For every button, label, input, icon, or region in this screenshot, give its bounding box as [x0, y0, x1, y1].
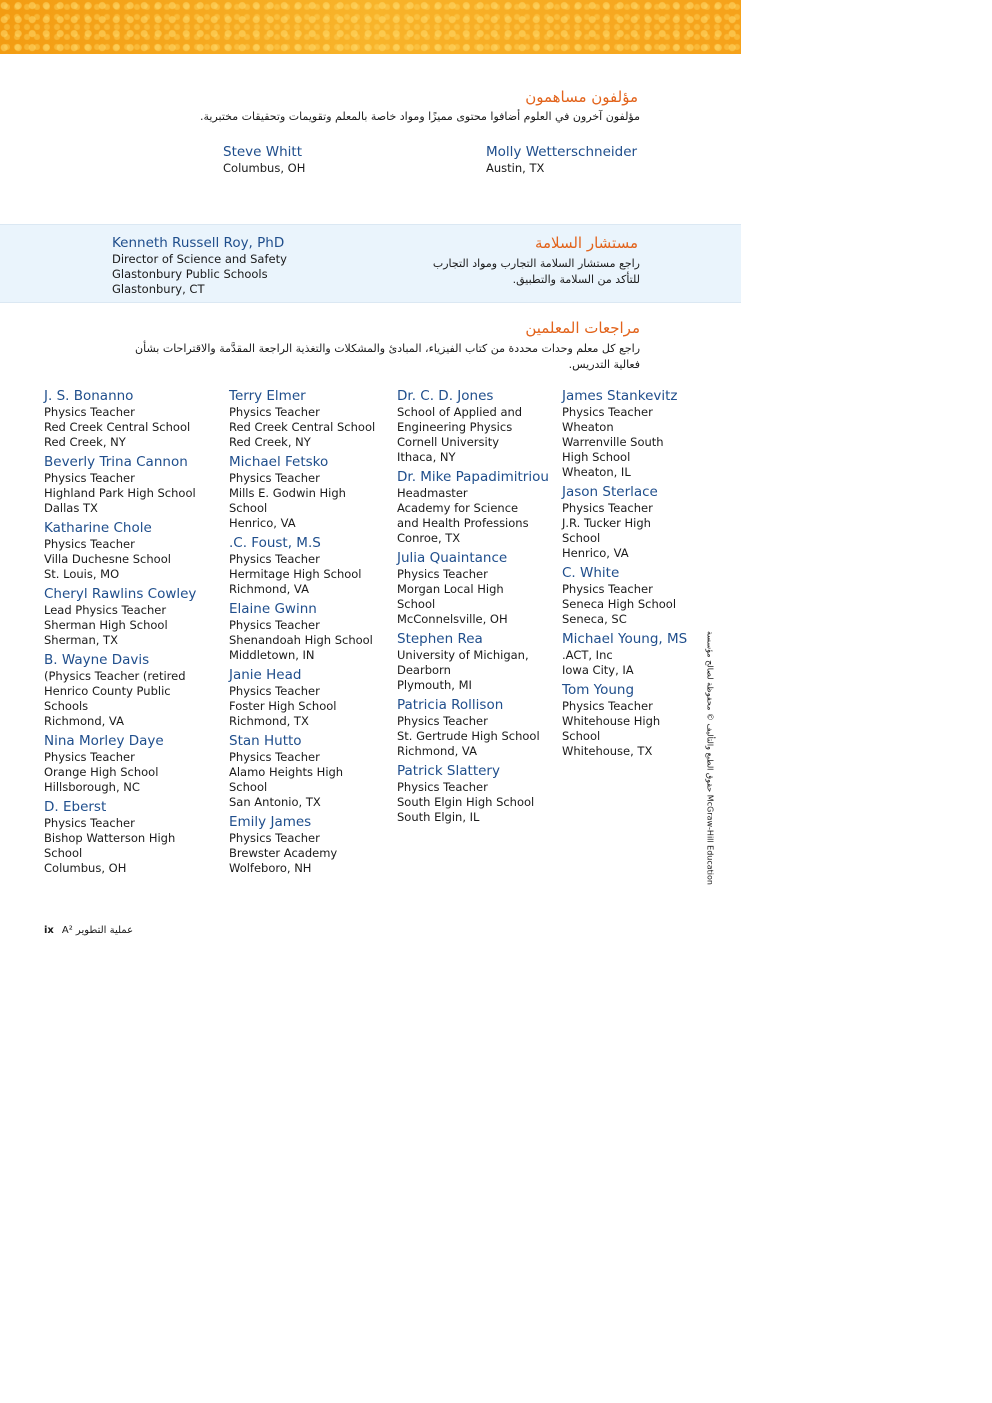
contributing-authors-heading: مؤلفون مساهمون	[525, 88, 638, 106]
reviewer-detail: Headmaster	[397, 486, 468, 500]
reviewer-detail: Sherman, TX	[44, 633, 118, 647]
reviewer-name: D. Eberst	[44, 799, 107, 815]
reviewers-column-2	[229, 388, 394, 880]
reviewer-detail: School	[44, 846, 83, 860]
safety-consultant-heading: مستشار السلامة	[534, 234, 638, 252]
reviewer-entry	[397, 469, 557, 546]
reviewer-detail: Dallas TX	[44, 501, 98, 515]
reviewer-name: Tom Young	[562, 682, 635, 698]
page-footer	[44, 925, 133, 936]
reviewer-detail: Physics Teacher	[562, 582, 653, 596]
reviewer-detail: Morgan Local High	[397, 582, 504, 596]
person-detail: Austin, TX	[486, 161, 545, 175]
reviewer-detail: Physics Teacher	[229, 684, 320, 698]
reviewer-detail: Physics Teacher	[44, 471, 135, 485]
description-line: فعالية التدريس.	[568, 358, 640, 371]
reviewer-detail: Brewster Academy	[229, 846, 338, 860]
reviewer-name: B. Wayne Davis	[44, 652, 150, 668]
reviewer-detail: Villa Duchesne School	[44, 552, 171, 566]
description-line: راجع مستشار السلامة التجارب ومواد التجارب	[432, 257, 640, 270]
reviewer-detail: Physics Teacher	[229, 405, 320, 419]
reviewer-entry	[44, 388, 224, 450]
reviewer-entry	[397, 388, 557, 465]
reviewer-name: Stan Hutto	[229, 733, 302, 749]
reviewer-detail: School of Applied and	[397, 405, 523, 419]
reviewer-name: James Stankevitz	[562, 388, 678, 404]
footer-label: A² عملية التطوير	[61, 925, 134, 936]
reviewer-detail: Cornell University	[397, 435, 500, 449]
reviewer-detail: Red Creek Central School	[44, 420, 191, 434]
reviewer-entry	[44, 652, 224, 729]
reviewer-detail: Henrico County Public	[44, 684, 171, 698]
reviewer-name: C. White	[562, 565, 620, 581]
reviewer-detail: Mills E. Godwin High	[229, 486, 346, 500]
person-detail: Glastonbury Public Schools	[112, 267, 268, 281]
reviewer-entry	[397, 697, 557, 759]
reviewer-entry	[229, 667, 394, 729]
reviewer-detail: Physics Teacher	[44, 405, 135, 419]
reviewer-name: Terry Elmer	[229, 388, 306, 404]
reviewer-entry	[229, 388, 394, 450]
reviewer-entry	[562, 631, 692, 678]
reviewer-detail: Shenandoah High School	[229, 633, 373, 647]
reviewer-detail: Hermitage High School	[229, 567, 362, 581]
contributor-molly-wetterschneider	[486, 144, 637, 176]
reviewers-column-3	[397, 388, 557, 829]
reviewer-detail: Whitehouse High	[562, 714, 661, 728]
reviewer-detail: Columbus, OH	[44, 861, 127, 875]
reviewer-detail: Red Creek, NY	[44, 435, 126, 449]
reviewer-detail: Richmond, VA	[397, 744, 477, 758]
reviewer-detail: Physics Teacher	[229, 750, 320, 764]
reviewer-entry	[397, 631, 557, 693]
reviewer-name: Beverly Trina Cannon	[44, 454, 188, 470]
reviewer-detail: Sherman High School	[44, 618, 168, 632]
reviewers-column-1	[44, 388, 224, 880]
safety-consultant-description	[380, 256, 640, 288]
reviewer-entry	[562, 484, 692, 561]
reviewer-detail: Warrenville South	[562, 435, 664, 449]
person-name: Kenneth Russell Roy, PhD	[112, 235, 285, 251]
reviewer-entry	[44, 454, 224, 516]
reviewer-detail: Physics Teacher	[397, 567, 488, 581]
reviewer-detail: School	[562, 729, 601, 743]
reviewer-detail: Red Creek, NY	[229, 435, 311, 449]
reviewer-detail: .ACT, Inc	[562, 648, 613, 662]
reviewer-detail: Lead Physics Teacher	[44, 603, 167, 617]
reviewer-name: Emily James	[229, 814, 312, 830]
reviewer-detail: Alamo Heights High	[229, 765, 344, 779]
reviewer-detail: Richmond, VA	[44, 714, 124, 728]
reviewer-name: Janie Head	[229, 667, 302, 683]
top-banner	[0, 0, 741, 54]
reviewer-detail: Wheaton, IL	[562, 465, 631, 479]
reviewer-detail: School	[229, 501, 268, 515]
reviewer-detail: Plymouth, MI	[397, 678, 472, 692]
reviewer-name: Jason Sterlace	[562, 484, 658, 500]
reviewer-entry	[229, 814, 394, 876]
reviewer-detail: Henrico, VA	[229, 516, 296, 530]
reviewer-detail: Hillsborough, NC	[44, 780, 140, 794]
reviewer-detail: Physics Teacher	[44, 537, 135, 551]
reviewer-name: J. S. Bonanno	[44, 388, 134, 404]
reviewer-detail: J.R. Tucker High	[562, 516, 651, 530]
reviewer-detail: Richmond, TX	[229, 714, 309, 728]
reviewer-detail: Seneca High School	[562, 597, 677, 611]
teacher-reviewers-heading: مراجعات المعلمين	[525, 319, 640, 337]
reviewer-detail: Physics Teacher	[229, 831, 320, 845]
reviewer-name: Michael Young, MS	[562, 631, 688, 647]
reviewer-name: Cheryl Rawlins Cowley	[44, 586, 197, 602]
reviewer-detail: Academy for Science	[397, 501, 519, 515]
reviewer-detail: Physics Teacher	[397, 714, 488, 728]
reviewer-detail: Physics Teacher	[562, 501, 653, 515]
reviewer-entry	[229, 601, 394, 663]
reviewer-detail: School	[397, 597, 436, 611]
reviewer-detail: South Elgin, IL	[397, 810, 480, 824]
reviewer-detail: Dearborn	[397, 663, 451, 677]
reviewer-detail: Engineering Physics	[397, 420, 513, 434]
person-detail: Glastonbury, CT	[112, 282, 205, 296]
reviewer-detail: School	[562, 531, 601, 545]
reviewer-entry	[44, 733, 224, 795]
reviewer-detail: School	[229, 780, 268, 794]
person-detail: Columbus, OH	[223, 161, 306, 175]
reviewer-detail: Iowa City, IA	[562, 663, 634, 677]
reviewer-detail: (Physics Teacher (retired	[44, 669, 186, 683]
reviewer-detail: Conroe, TX	[397, 531, 461, 545]
reviewer-name: Stephen Rea	[397, 631, 483, 647]
reviewer-detail: Physics Teacher	[562, 699, 653, 713]
reviewer-detail: Physics Teacher	[397, 780, 488, 794]
person-name: Molly Wetterschneider	[486, 144, 638, 160]
reviewers-column-4	[562, 388, 692, 763]
reviewer-detail: Highland Park High School	[44, 486, 196, 500]
reviewer-detail: Richmond, VA	[229, 582, 309, 596]
copyright-sidebar	[700, 630, 720, 885]
person-name: Steve Whitt	[223, 144, 302, 160]
reviewer-name: .C. Foust, M.S	[229, 535, 321, 551]
reviewer-entry	[562, 682, 692, 759]
reviewer-name: Katharine Chole	[44, 520, 152, 536]
reviewer-detail: Physics Teacher	[44, 816, 135, 830]
reviewer-name: Nina Morley Daye	[44, 733, 164, 749]
safety-consultant-person	[112, 235, 287, 297]
reviewer-detail: McConnelsville, OH	[397, 612, 508, 626]
reviewer-name: Elaine Gwinn	[229, 601, 317, 617]
reviewer-detail: Henrico, VA	[562, 546, 629, 560]
reviewer-detail: Physics Teacher	[229, 471, 320, 485]
page-number: ix	[44, 925, 54, 936]
reviewer-detail: Middletown, IN	[229, 648, 315, 662]
reviewer-detail: Schools	[44, 699, 89, 713]
person-detail: Director of Science and Safety	[112, 252, 287, 266]
reviewer-detail: South Elgin High School	[397, 795, 535, 809]
reviewer-name: Dr. C. D. Jones	[397, 388, 494, 404]
reviewer-detail: Orange High School	[44, 765, 159, 779]
teacher-reviewers-description	[60, 341, 640, 373]
description-line: راجع كل معلم وحدات محددة من كتاب الفيزياء، المبادئ والمشكلات والتغذية الراجعة المقدَّمة والاقتراحات بشأن	[135, 342, 640, 355]
reviewer-detail: Physics Teacher	[562, 405, 653, 419]
reviewer-name: Dr. Mike Papadimitriou	[397, 469, 549, 485]
copyright-text: حقوق الطبع والتأليف © محفوظة لصالح مؤسسة McGraw-Hill Education	[705, 630, 715, 885]
reviewer-entry	[397, 763, 557, 825]
reviewer-detail: Bishop Watterson High	[44, 831, 176, 845]
reviewer-name: Patrick Slattery	[397, 763, 500, 779]
reviewer-detail: and Health Professions	[397, 516, 529, 530]
reviewer-detail: Physics Teacher	[229, 618, 320, 632]
reviewer-detail: St. Gertrude High School	[397, 729, 540, 743]
reviewer-detail: Red Creek Central School	[229, 420, 376, 434]
description-line: للتأكد من السلامة والتطبيق.	[512, 273, 640, 286]
reviewer-entry	[229, 733, 394, 810]
reviewer-entry	[229, 454, 394, 531]
reviewer-detail: Wheaton	[562, 420, 614, 434]
reviewer-detail: St. Louis, MO	[44, 567, 120, 581]
reviewer-detail: San Antonio, TX	[229, 795, 321, 809]
reviewer-detail: Foster High School	[229, 699, 337, 713]
reviewer-entry	[397, 550, 557, 627]
reviewer-detail: Wolfeboro, NH	[229, 861, 312, 875]
reviewer-detail: Ithaca, NY	[397, 450, 456, 464]
reviewer-entry	[44, 799, 224, 876]
reviewer-detail: Seneca, SC	[562, 612, 627, 626]
reviewer-name: Patricia Rollison	[397, 697, 504, 713]
reviewer-detail: Physics Teacher	[44, 750, 135, 764]
reviewer-name: Michael Fetsko	[229, 454, 329, 470]
contributing-authors-description: مؤلفون آخرون في العلوم أضافوا محتوى مميزًا ومواد خاصة بالمعلم وتقويمات وتحقيقات مختبرية.	[199, 110, 640, 123]
reviewer-detail: High School	[562, 450, 631, 464]
reviewer-detail: University of Michigan,	[397, 648, 529, 662]
reviewer-detail: Whitehouse, TX	[562, 744, 653, 758]
contributor-steve-whitt	[223, 144, 305, 176]
reviewer-entry	[562, 388, 692, 480]
reviewer-entry	[229, 535, 394, 597]
reviewer-entry	[562, 565, 692, 627]
reviewer-detail: Physics Teacher	[229, 552, 320, 566]
reviewer-entry	[44, 586, 224, 648]
reviewer-name: Julia Quaintance	[397, 550, 508, 566]
reviewer-entry	[44, 520, 224, 582]
